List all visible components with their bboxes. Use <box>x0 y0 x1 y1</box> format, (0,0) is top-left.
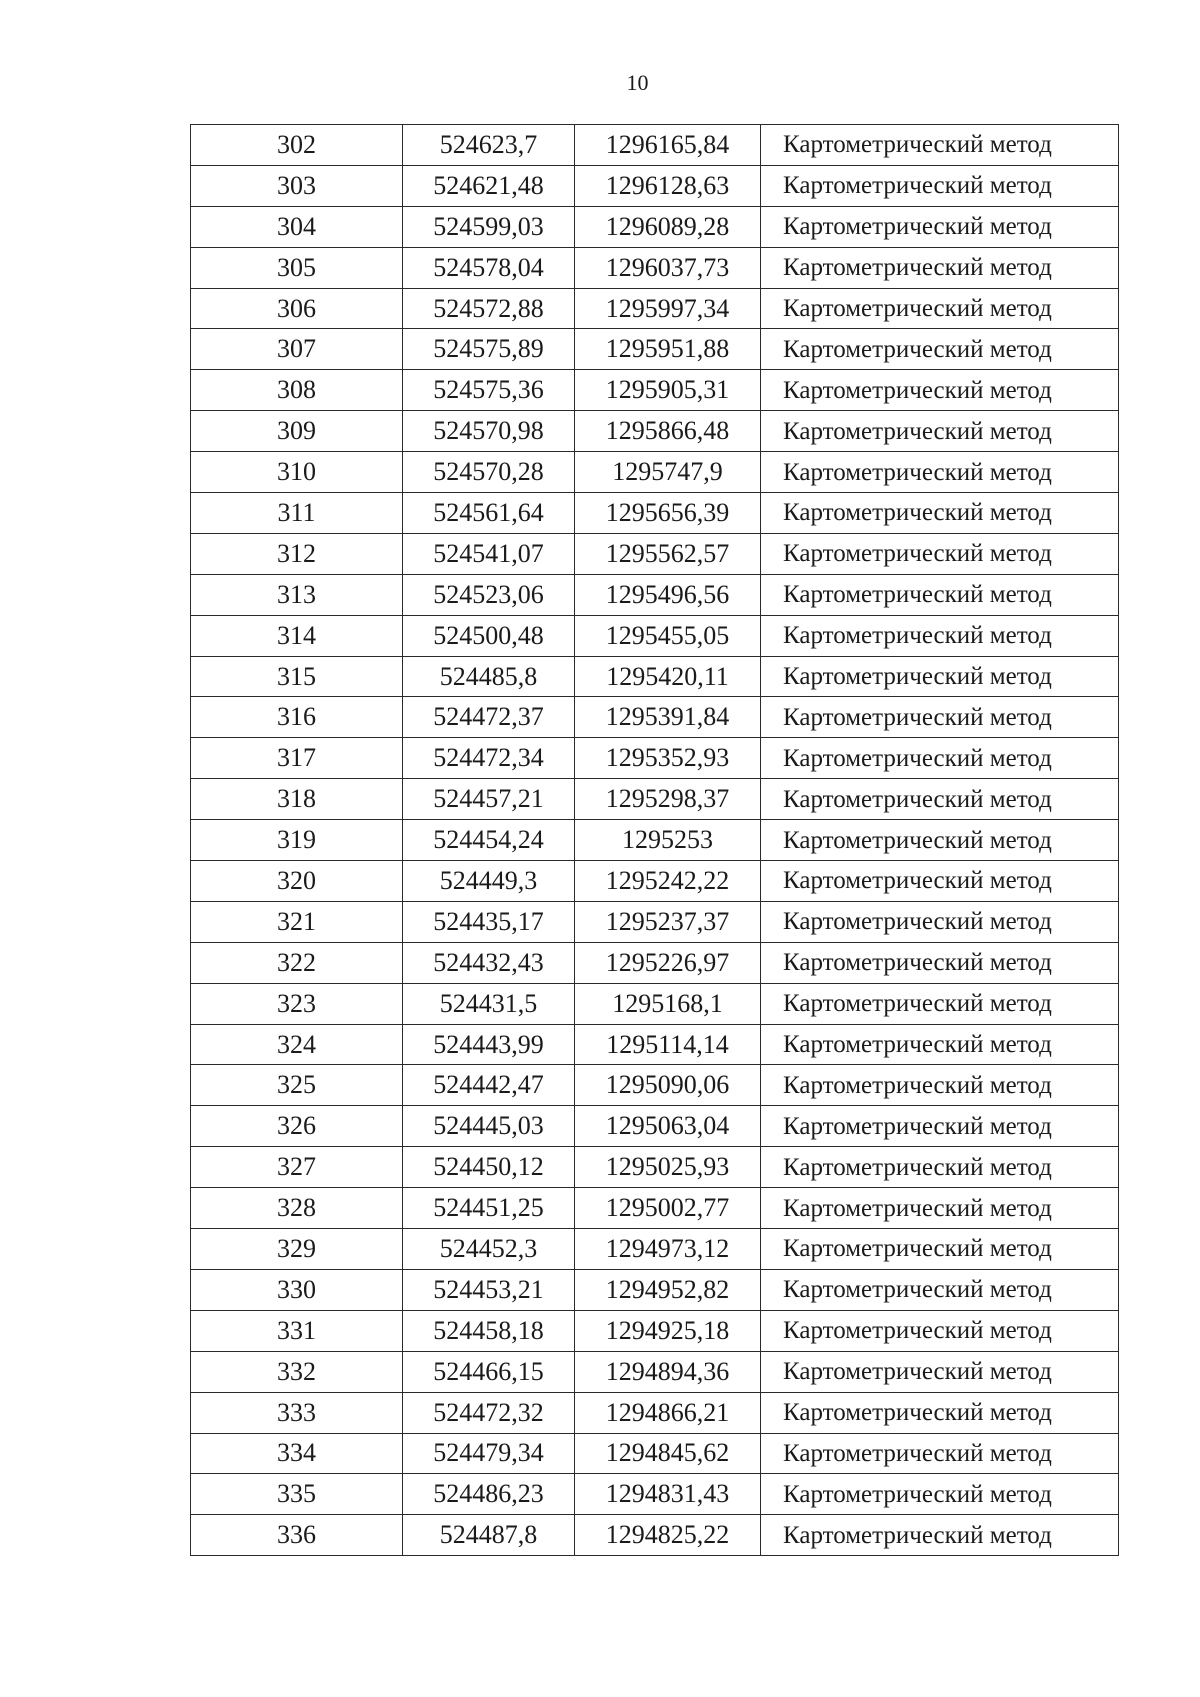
x-coordinate-cell: 524432,43 <box>403 942 575 983</box>
point-number-cell: 318 <box>191 779 403 820</box>
x-coordinate-cell: 524485,8 <box>403 656 575 697</box>
y-coordinate-cell: 1295866,48 <box>575 411 761 452</box>
point-number-cell: 319 <box>191 820 403 861</box>
x-coordinate-cell: 524450,12 <box>403 1147 575 1188</box>
x-coordinate-cell: 524445,03 <box>403 1106 575 1147</box>
method-cell: Картометрический метод <box>761 738 1119 779</box>
coordinates-table <box>190 124 1119 1556</box>
y-coordinate-cell: 1295562,57 <box>575 533 761 574</box>
table-row <box>191 901 1119 942</box>
x-coordinate-cell: 524457,21 <box>403 779 575 820</box>
y-coordinate-cell: 1294866,21 <box>575 1392 761 1433</box>
x-coordinate-cell: 524575,89 <box>403 329 575 370</box>
table-row <box>191 370 1119 411</box>
point-number-cell: 325 <box>191 1065 403 1106</box>
method-cell: Картометрический метод <box>761 1106 1119 1147</box>
table-row <box>191 861 1119 902</box>
method-cell: Картометрический метод <box>761 452 1119 493</box>
method-cell: Картометрический метод <box>761 1229 1119 1270</box>
method-cell: Картометрический метод <box>761 1310 1119 1351</box>
point-number-cell: 303 <box>191 165 403 206</box>
x-coordinate-cell: 524572,88 <box>403 288 575 329</box>
method-cell: Картометрический метод <box>761 1188 1119 1229</box>
x-coordinate-cell: 524435,17 <box>403 901 575 942</box>
y-coordinate-cell: 1295496,56 <box>575 574 761 615</box>
x-coordinate-cell: 524486,23 <box>403 1474 575 1515</box>
method-cell: Картометрический метод <box>761 165 1119 206</box>
point-number-cell: 329 <box>191 1229 403 1270</box>
x-coordinate-cell: 524454,24 <box>403 820 575 861</box>
y-coordinate-cell: 1296165,84 <box>575 125 761 166</box>
method-cell: Картометрический метод <box>761 247 1119 288</box>
point-number-cell: 336 <box>191 1515 403 1556</box>
y-coordinate-cell: 1295242,22 <box>575 861 761 902</box>
method-cell: Картометрический метод <box>761 1269 1119 1310</box>
point-number-cell: 333 <box>191 1392 403 1433</box>
x-coordinate-cell: 524466,15 <box>403 1351 575 1392</box>
table-row <box>191 1392 1119 1433</box>
x-coordinate-cell: 524452,3 <box>403 1229 575 1270</box>
table-row <box>191 165 1119 206</box>
table-row <box>191 983 1119 1024</box>
x-coordinate-cell: 524621,48 <box>403 165 575 206</box>
x-coordinate-cell: 524575,36 <box>403 370 575 411</box>
table-row <box>191 1147 1119 1188</box>
table-row <box>191 206 1119 247</box>
point-number-cell: 323 <box>191 983 403 1024</box>
point-number-cell: 308 <box>191 370 403 411</box>
method-cell: Картометрический метод <box>761 942 1119 983</box>
x-coordinate-cell: 524472,34 <box>403 738 575 779</box>
point-number-cell: 302 <box>191 125 403 166</box>
table-row <box>191 942 1119 983</box>
method-cell: Картометрический метод <box>761 370 1119 411</box>
table-row <box>191 533 1119 574</box>
method-cell: Картометрический метод <box>761 125 1119 166</box>
point-number-cell: 307 <box>191 329 403 370</box>
table-row <box>191 1474 1119 1515</box>
coordinates-table-body <box>191 125 1119 1556</box>
method-cell: Картометрический метод <box>761 1433 1119 1474</box>
table-row <box>191 1106 1119 1147</box>
method-cell: Картометрический метод <box>761 1474 1119 1515</box>
point-number-cell: 320 <box>191 861 403 902</box>
point-number-cell: 306 <box>191 288 403 329</box>
x-coordinate-cell: 524472,37 <box>403 697 575 738</box>
table-row <box>191 1065 1119 1106</box>
method-cell: Картометрический метод <box>761 1351 1119 1392</box>
x-coordinate-cell: 524479,34 <box>403 1433 575 1474</box>
method-cell: Картометрический метод <box>761 983 1119 1024</box>
table-row <box>191 329 1119 370</box>
y-coordinate-cell: 1294845,62 <box>575 1433 761 1474</box>
point-number-cell: 315 <box>191 656 403 697</box>
point-number-cell: 312 <box>191 533 403 574</box>
table-row <box>191 125 1119 166</box>
y-coordinate-cell: 1294973,12 <box>575 1229 761 1270</box>
method-cell: Картометрический метод <box>761 779 1119 820</box>
table-row <box>191 1515 1119 1556</box>
table-row <box>191 247 1119 288</box>
y-coordinate-cell: 1295420,11 <box>575 656 761 697</box>
method-cell: Картометрический метод <box>761 206 1119 247</box>
x-coordinate-cell: 524472,32 <box>403 1392 575 1433</box>
y-coordinate-cell: 1295951,88 <box>575 329 761 370</box>
x-coordinate-cell: 524449,3 <box>403 861 575 902</box>
y-coordinate-cell: 1295025,93 <box>575 1147 761 1188</box>
table-row <box>191 820 1119 861</box>
x-coordinate-cell: 524578,04 <box>403 247 575 288</box>
x-coordinate-cell: 524453,21 <box>403 1269 575 1310</box>
y-coordinate-cell: 1295656,39 <box>575 493 761 534</box>
x-coordinate-cell: 524541,07 <box>403 533 575 574</box>
x-coordinate-cell: 524523,06 <box>403 574 575 615</box>
point-number-cell: 311 <box>191 493 403 534</box>
method-cell: Картометрический метод <box>761 656 1119 697</box>
y-coordinate-cell: 1295002,77 <box>575 1188 761 1229</box>
point-number-cell: 305 <box>191 247 403 288</box>
x-coordinate-cell: 524431,5 <box>403 983 575 1024</box>
table-row <box>191 411 1119 452</box>
method-cell: Картометрический метод <box>761 574 1119 615</box>
method-cell: Картометрический метод <box>761 329 1119 370</box>
table-row <box>191 1433 1119 1474</box>
table-row <box>191 656 1119 697</box>
y-coordinate-cell: 1295090,06 <box>575 1065 761 1106</box>
y-coordinate-cell: 1295747,9 <box>575 452 761 493</box>
point-number-cell: 322 <box>191 942 403 983</box>
table-row <box>191 1269 1119 1310</box>
method-cell: Картометрический метод <box>761 615 1119 656</box>
table-row <box>191 1229 1119 1270</box>
point-number-cell: 330 <box>191 1269 403 1310</box>
table-row <box>191 493 1119 534</box>
method-cell: Картометрический метод <box>761 1065 1119 1106</box>
y-coordinate-cell: 1295063,04 <box>575 1106 761 1147</box>
table-row <box>191 779 1119 820</box>
y-coordinate-cell: 1295237,37 <box>575 901 761 942</box>
table-row <box>191 1310 1119 1351</box>
method-cell: Картометрический метод <box>761 1147 1119 1188</box>
point-number-cell: 316 <box>191 697 403 738</box>
table-row <box>191 738 1119 779</box>
y-coordinate-cell: 1295352,93 <box>575 738 761 779</box>
table-row <box>191 615 1119 656</box>
y-coordinate-cell: 1294825,22 <box>575 1515 761 1556</box>
method-cell: Картометрический метод <box>761 1392 1119 1433</box>
x-coordinate-cell: 524451,25 <box>403 1188 575 1229</box>
y-coordinate-cell: 1294925,18 <box>575 1310 761 1351</box>
point-number-cell: 313 <box>191 574 403 615</box>
y-coordinate-cell: 1294952,82 <box>575 1269 761 1310</box>
y-coordinate-cell: 1296037,73 <box>575 247 761 288</box>
x-coordinate-cell: 524442,47 <box>403 1065 575 1106</box>
y-coordinate-cell: 1295997,34 <box>575 288 761 329</box>
table-row <box>191 288 1119 329</box>
y-coordinate-cell: 1296128,63 <box>575 165 761 206</box>
y-coordinate-cell: 1295455,05 <box>575 615 761 656</box>
table-row <box>191 574 1119 615</box>
page-number: 10 <box>626 70 649 95</box>
point-number-cell: 310 <box>191 452 403 493</box>
table-row <box>191 452 1119 493</box>
x-coordinate-cell: 524561,64 <box>403 493 575 534</box>
point-number-cell: 317 <box>191 738 403 779</box>
x-coordinate-cell: 524458,18 <box>403 1310 575 1351</box>
x-coordinate-cell: 524570,98 <box>403 411 575 452</box>
point-number-cell: 324 <box>191 1024 403 1065</box>
y-coordinate-cell: 1295168,1 <box>575 983 761 1024</box>
method-cell: Картометрический метод <box>761 820 1119 861</box>
y-coordinate-cell: 1295253 <box>575 820 761 861</box>
table-row <box>191 1024 1119 1065</box>
point-number-cell: 335 <box>191 1474 403 1515</box>
point-number-cell: 314 <box>191 615 403 656</box>
point-number-cell: 334 <box>191 1433 403 1474</box>
y-coordinate-cell: 1294831,43 <box>575 1474 761 1515</box>
x-coordinate-cell: 524500,48 <box>403 615 575 656</box>
y-coordinate-cell: 1296089,28 <box>575 206 761 247</box>
y-coordinate-cell: 1295114,14 <box>575 1024 761 1065</box>
method-cell: Картометрический метод <box>761 288 1119 329</box>
x-coordinate-cell: 524623,7 <box>403 125 575 166</box>
y-coordinate-cell: 1295391,84 <box>575 697 761 738</box>
coordinates-table-container <box>190 124 1118 1556</box>
table-row <box>191 1188 1119 1229</box>
x-coordinate-cell: 524443,99 <box>403 1024 575 1065</box>
method-cell: Картометрический метод <box>761 411 1119 452</box>
point-number-cell: 332 <box>191 1351 403 1392</box>
point-number-cell: 321 <box>191 901 403 942</box>
method-cell: Картометрический метод <box>761 901 1119 942</box>
method-cell: Картометрический метод <box>761 1024 1119 1065</box>
table-row <box>191 697 1119 738</box>
y-coordinate-cell: 1295226,97 <box>575 942 761 983</box>
point-number-cell: 309 <box>191 411 403 452</box>
x-coordinate-cell: 524570,28 <box>403 452 575 493</box>
x-coordinate-cell: 524487,8 <box>403 1515 575 1556</box>
method-cell: Картометрический метод <box>761 533 1119 574</box>
method-cell: Картометрический метод <box>761 697 1119 738</box>
point-number-cell: 331 <box>191 1310 403 1351</box>
y-coordinate-cell: 1294894,36 <box>575 1351 761 1392</box>
method-cell: Картометрический метод <box>761 1515 1119 1556</box>
point-number-cell: 304 <box>191 206 403 247</box>
point-number-cell: 327 <box>191 1147 403 1188</box>
method-cell: Картометрический метод <box>761 493 1119 534</box>
x-coordinate-cell: 524599,03 <box>403 206 575 247</box>
y-coordinate-cell: 1295905,31 <box>575 370 761 411</box>
point-number-cell: 326 <box>191 1106 403 1147</box>
y-coordinate-cell: 1295298,37 <box>575 779 761 820</box>
table-row <box>191 1351 1119 1392</box>
point-number-cell: 328 <box>191 1188 403 1229</box>
method-cell: Картометрический метод <box>761 861 1119 902</box>
